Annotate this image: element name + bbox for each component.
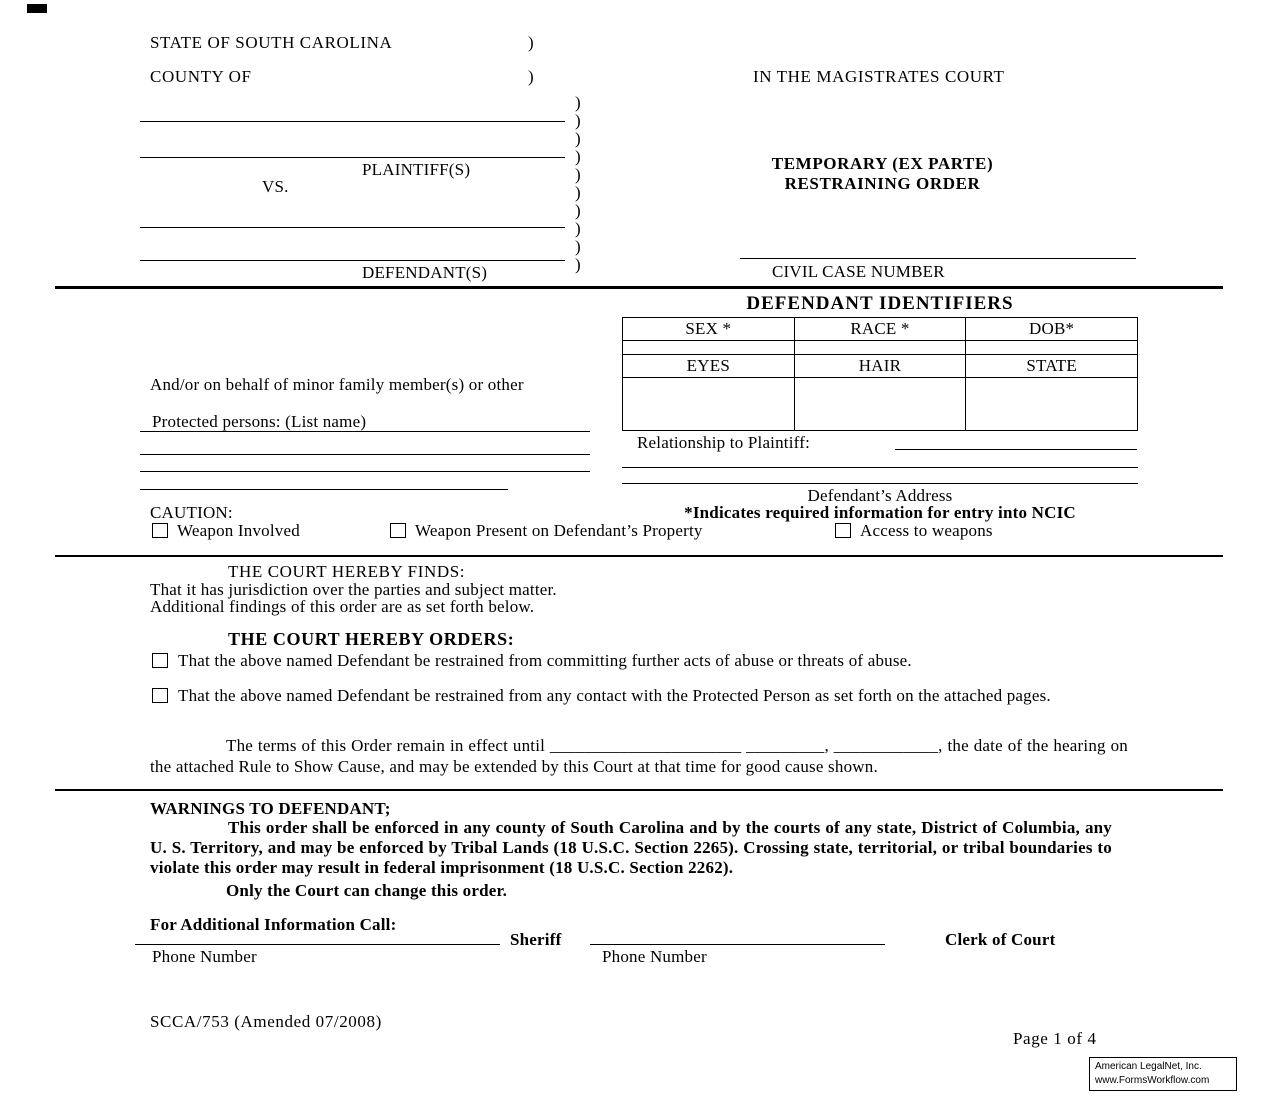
warnings-heading: WARNINGS TO DEFENDANT; (150, 799, 391, 818)
caption-paren: ) (575, 183, 581, 202)
court-name: IN THE MAGISTRATES COURT (753, 67, 1005, 86)
clerk-phone-line[interactable] (590, 944, 885, 945)
form-number: SCCA/753 (Amended 07/2008) (150, 1012, 382, 1031)
finding-additional-text: Additional findings of this order are as set forth below. (150, 597, 535, 616)
caution-label: CAUTION: (150, 503, 233, 522)
section-divider-2 (55, 555, 1223, 557)
document-title (710, 154, 1055, 194)
civil-case-number-label: CIVIL CASE NUMBER (772, 262, 945, 281)
caption-paren: ) (575, 147, 581, 166)
hair-value-cell[interactable] (794, 378, 966, 431)
civil-case-number-line[interactable] (740, 258, 1136, 259)
defendant-address-line-1[interactable] (622, 467, 1138, 468)
terms-paragraph: The terms of this Order remain in effect until ______________________ _________, ____________, the date of the hearing on the attached Rule to Show Cause, and may be extended by this Court at that time for good cause shown. (150, 736, 1128, 776)
weapon-involved-label: Weapon Involved (177, 521, 300, 540)
eyes-value-cell[interactable] (623, 378, 795, 431)
weapon-involved-option (152, 521, 300, 541)
race-value-cell[interactable] (794, 341, 966, 355)
plaintiff-name-line-2[interactable] (140, 157, 565, 158)
race-header-cell: RACE * (794, 318, 966, 341)
state-caption: STATE OF SOUTH CAROLINA (150, 33, 393, 52)
caption-paren: ) (575, 237, 581, 256)
scan-registration-mark (27, 4, 47, 13)
paren-state: ) (528, 33, 534, 52)
caption-paren-column (575, 93, 581, 274)
protected-persons-line-2[interactable] (140, 454, 590, 455)
hair-header-cell: HAIR (794, 355, 966, 378)
vs-label: VS. (262, 177, 289, 196)
protected-persons-label: Protected persons: (List name) (152, 412, 367, 431)
change-order-note: Only the Court can change this order. (226, 881, 508, 900)
caption-paren: ) (575, 93, 581, 112)
section-divider-3 (55, 789, 1223, 791)
defendant-address-label: Defendant’s Address (807, 486, 953, 505)
state-value-cell[interactable] (966, 378, 1138, 431)
vendor-stamp (1089, 1057, 1237, 1091)
vendor-name: American LegalNet, Inc. (1095, 1061, 1202, 1072)
eyes-header-cell: EYES (623, 355, 795, 378)
weapon-present-checkbox[interactable] (390, 523, 406, 538)
defendant-name-line-2[interactable] (140, 260, 565, 261)
plaintiff-label: PLAINTIFF(S) (362, 160, 471, 179)
paren-county: ) (528, 67, 534, 86)
caption-paren: ) (575, 219, 581, 238)
access-weapons-label: Access to weapons (860, 521, 993, 540)
warnings-body: This order shall be enforced in any county of South Carolina and by the courts of any state, District of Columbia, any U. S. Territory, and may be enforced by Tribal Lands (18 U.S.C. Section 2265). Crossing state, territorial, or tribal boundaries to violate this order may result in federal imprisonment (18 U.S.C. Section 2262). (150, 818, 1112, 877)
clerk-phone-number-label: Phone Number (602, 947, 707, 966)
behalf-text: And/or on behalf of minor family member(s) or other (150, 375, 524, 394)
sheriff-phone-number-label: Phone Number (152, 947, 257, 966)
page-indicator: Page 1 of 4 (1013, 1029, 1097, 1048)
weapon-present-label: Weapon Present on Defendant’s Property (415, 521, 703, 540)
defendant-address-line-2[interactable] (622, 483, 1138, 484)
relationship-label: Relationship to Plaintiff: (637, 433, 810, 452)
order-no-contact-text: That the above named Defendant be restrained from any contact with the Protected Person as set forth on the attached pages. (178, 686, 1051, 705)
sex-value-cell[interactable] (623, 341, 795, 355)
info-call-label: For Additional Information Call: (150, 915, 397, 934)
state-header-cell: STATE (966, 355, 1138, 378)
ncic-note: *Indicates required information for entry into NCIC (684, 503, 1076, 522)
access-weapons-option (835, 521, 993, 541)
findings-heading: THE COURT HEREBY FINDS: (228, 562, 466, 581)
clerk-label: Clerk of Court (945, 930, 1056, 949)
order-restrain-abuse-text: That the above named Defendant be restrained from committing further acts of abuse or threats of abuse. (178, 651, 912, 670)
caption-paren: ) (575, 201, 581, 220)
dob-value-cell[interactable] (966, 341, 1138, 355)
sex-header-cell: SEX * (623, 318, 795, 341)
caption-paren: ) (575, 165, 581, 184)
sheriff-phone-line[interactable] (135, 944, 500, 945)
relationship-line[interactable] (895, 449, 1137, 450)
document-title-line-1: TEMPORARY (EX PARTE) (771, 154, 994, 173)
orders-heading: THE COURT HEREBY ORDERS: (228, 629, 515, 649)
caption-paren: ) (575, 255, 581, 274)
protected-persons-line-1[interactable] (140, 431, 590, 432)
weapon-involved-checkbox[interactable] (152, 523, 168, 538)
plaintiff-name-line-1[interactable] (140, 121, 565, 122)
finding-jurisdiction-text: That it has jurisdiction over the parties and subject matter. (150, 580, 557, 599)
section-divider-1 (55, 286, 1223, 289)
caption-paren: ) (575, 129, 581, 148)
caption-paren: ) (575, 111, 581, 130)
county-caption: COUNTY OF (150, 67, 252, 86)
vendor-url: www.FormsWorkflow.com (1095, 1075, 1210, 1086)
weapon-present-option (390, 521, 703, 541)
dob-header-cell: DOB* (966, 318, 1138, 341)
identifiers-table (622, 317, 1138, 431)
sheriff-label: Sheriff (510, 930, 562, 949)
defendant-label: DEFENDANT(S) (362, 263, 488, 282)
defendant-name-line-1[interactable] (140, 227, 565, 228)
access-weapons-checkbox[interactable] (835, 523, 851, 538)
document-title-line-2: RESTRAINING ORDER (784, 174, 981, 193)
protected-persons-line-4[interactable] (140, 489, 508, 490)
protected-persons-line-3[interactable] (140, 471, 590, 472)
identifiers-heading: DEFENDANT IDENTIFIERS (746, 293, 1014, 314)
